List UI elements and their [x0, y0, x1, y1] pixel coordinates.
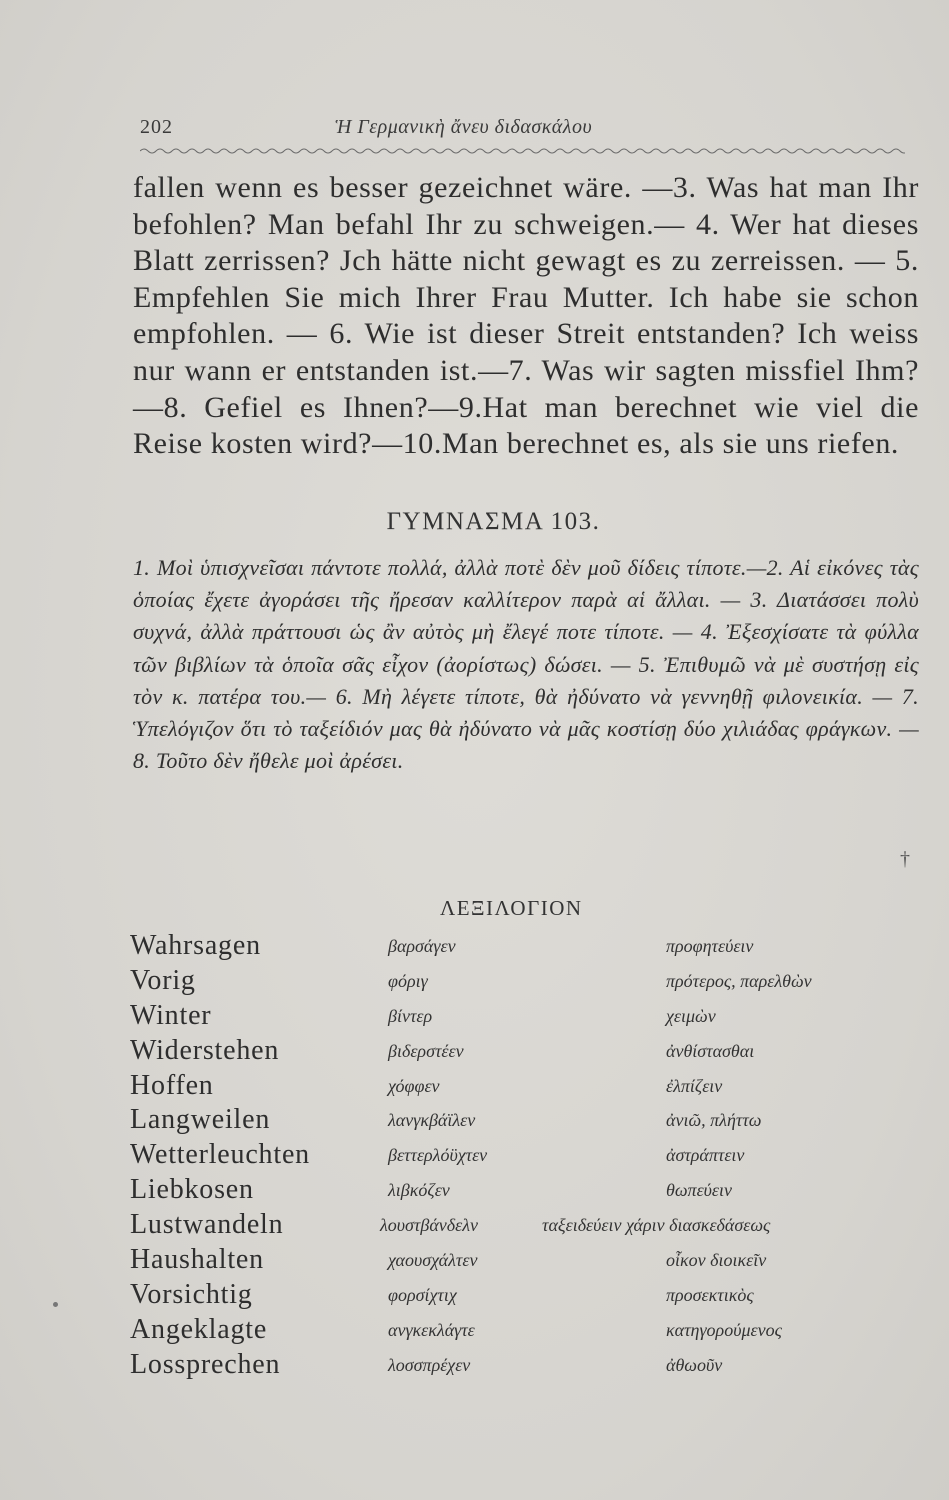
- header-rule: [140, 147, 905, 155]
- marginal-dagger-mark: †: [900, 848, 910, 870]
- vocab-greek-meaning: ἀνθίστασθαι: [666, 1040, 755, 1061]
- vocab-greek-meaning: ἐλπίζειν: [666, 1075, 723, 1096]
- vocab-transliteration: ανγκεκλάγτε: [388, 1319, 475, 1340]
- vocab-german-word: Lossprechen: [130, 1348, 281, 1380]
- vocab-transliteration: φόριγ: [388, 970, 428, 991]
- vocab-greek-meaning: κατηγορούμενος: [666, 1319, 782, 1340]
- greek-paragraph: 1. Μοὶ ὑπισχνεῖσαι πάντοτε πολλά, ἀλλὰ ποτὲ δὲν μοῦ δίδεις τίποτε.—2. Αἱ εἰκόνες τὰς ὁποίας ἔχετε ἀγοράσει τῆς ἤρεσαν καλλίτερον παρὰ αἱ ἄλλαι. — 3. Διατάσσει πολὺ συχνά, ἀλλὰ πράττουσι ὡς ἂν αὐτὸς μὴ ἔλεγέ ποτε τίποτε. — 4. Ἐξεσχίσατε τὰ φύλλα τῶν βιβλίων τὰ ὁποῖα σᾶς εἶχον (ἀορίστως) δώσει. — 5. Ἐπιθυμῶ νὰ μὲ συστήσῃ εἰς τὸν κ. πατέρα του.— 6. Μὴ λέγετε τίποτε, θὰ ἠδύνατο νὰ γεννηθῇ φιλονεικία. — 7. Ὑπελόγιζον ὅτι τὸ ταξείδιόν μας θὰ ἠδύνατο νὰ μᾶς κοστίσῃ δύο χιλιάδας φράγκων. — 8. Τοῦτο δὲν ἤθελε μοὶ ἀρέσει.: [133, 555, 919, 774]
- margin-speck: [53, 1302, 58, 1307]
- vocab-greek-meaning: θωπεύειν: [666, 1180, 733, 1201]
- vocab-greek-meaning: προσεκτικὸς: [666, 1284, 754, 1305]
- vocab-greek-meaning: οἶκον διοικεῖν: [666, 1250, 767, 1271]
- vocab-greek-meaning: πρότερος, παρελθὼν: [666, 970, 812, 991]
- vocab-transliteration: βεττερλόϋχτεν: [388, 1145, 488, 1166]
- vocab-german-word: Lustwandeln: [130, 1209, 284, 1241]
- vocab-transliteration: λοσσπρέχεν: [388, 1354, 471, 1375]
- greek-exercise-text: [133, 552, 919, 777]
- vocab-greek-meaning: ἀνιῶ, πλήττω: [666, 1110, 762, 1131]
- vocab-row: [130, 1139, 910, 1174]
- vocab-greek-meaning: προφητεύειν: [666, 936, 754, 956]
- page-header: [140, 116, 900, 146]
- vocab-german-word: Langweilen: [130, 1104, 271, 1136]
- vocab-row: [130, 1070, 910, 1105]
- vocab-german-word: Hoffen: [130, 1069, 214, 1101]
- vocab-german-word: Vorsichtig: [130, 1278, 253, 1310]
- page-number: 202: [140, 116, 173, 138]
- vocab-german-word: Angeklagte: [130, 1313, 268, 1345]
- vocab-row: [130, 1035, 910, 1070]
- vocab-row: [130, 1174, 910, 1209]
- vocab-german-word: Widerstehen: [130, 1034, 280, 1066]
- vocab-transliteration: βίντερ: [388, 1005, 433, 1026]
- vocab-row: [130, 1104, 910, 1139]
- german-exercise-text: [133, 170, 919, 463]
- vocab-german-word: Liebkosen: [130, 1174, 254, 1206]
- vocab-german-word: Wahrsagen: [130, 930, 261, 961]
- vocab-german-word: Wetterleuchten: [130, 1139, 310, 1171]
- vocab-row: [130, 1279, 910, 1314]
- vocab-transliteration: λιβκόζεν: [388, 1180, 450, 1201]
- vocab-transliteration: βιδερστέεν: [388, 1040, 464, 1061]
- vocab-row: [130, 1000, 910, 1035]
- vocab-greek-meaning: ἀστράπτειν: [666, 1145, 745, 1166]
- vocab-german-word: Winter: [130, 999, 212, 1031]
- vocab-row: [130, 1314, 910, 1349]
- vocab-transliteration: βαρσάγεν: [388, 936, 456, 956]
- vocab-row: [130, 930, 910, 965]
- exercise-title: ΓΥΜΝΑΣΜΑ 103.: [386, 508, 601, 535]
- vocab-greek-meaning: ἀθωοῦν: [666, 1354, 723, 1375]
- vocab-row: [130, 1349, 910, 1384]
- vocab-greek-meaning: ταξειδεύειν χάριν διασκεδάσεως: [542, 1215, 771, 1236]
- vocab-transliteration: χόφφεν: [388, 1075, 440, 1096]
- vocab-transliteration: χαουσχάλτεν: [388, 1250, 478, 1271]
- vocabulary-title: ΛΕΞΙΛΟΓΙΟΝ: [440, 896, 583, 920]
- vocab-german-word: Vorig: [130, 964, 196, 996]
- vocab-row: [130, 965, 910, 1000]
- german-paragraph: fallen wenn es besser gezeichnet wäre. —3. Was hat man Ihr befohlen? Man befahl Ihr zu schweigen.— 4. Wer hat dieses Blatt zerrissen? Jch hätte nicht gewagt es zu zerreissen. — 5. Empfehlen Sie mich Ihrer Frau Mutter. Ich habe sie schon empfohlen. — 6. Wie ist dieser Streit entstanden? Ich weiss nur wann er entstanden ist.—7. Was wir sagten missfiel Ihm?—8. Gefiel es Ihnen?—9.Hat man berechnet wie viel die Reise kosten wird?—10.Man berechnet es, als sie uns riefen.: [133, 171, 919, 461]
- vocab-german-word: Haushalten: [130, 1244, 264, 1276]
- vocab-row: [130, 1244, 910, 1279]
- vocab-transliteration: λουστβάνδελν: [380, 1215, 479, 1236]
- vocabulary-table: [130, 930, 910, 1384]
- running-title: Ἡ Γερμανικὴ ἄνευ διδασκάλου: [335, 116, 593, 138]
- vocab-transliteration: λανγκβάϊλεν: [388, 1110, 476, 1131]
- vocab-greek-meaning: χειμὼν: [666, 1005, 716, 1026]
- vocab-row: [130, 1209, 910, 1244]
- vocab-transliteration: φορσίχτιχ: [388, 1284, 457, 1305]
